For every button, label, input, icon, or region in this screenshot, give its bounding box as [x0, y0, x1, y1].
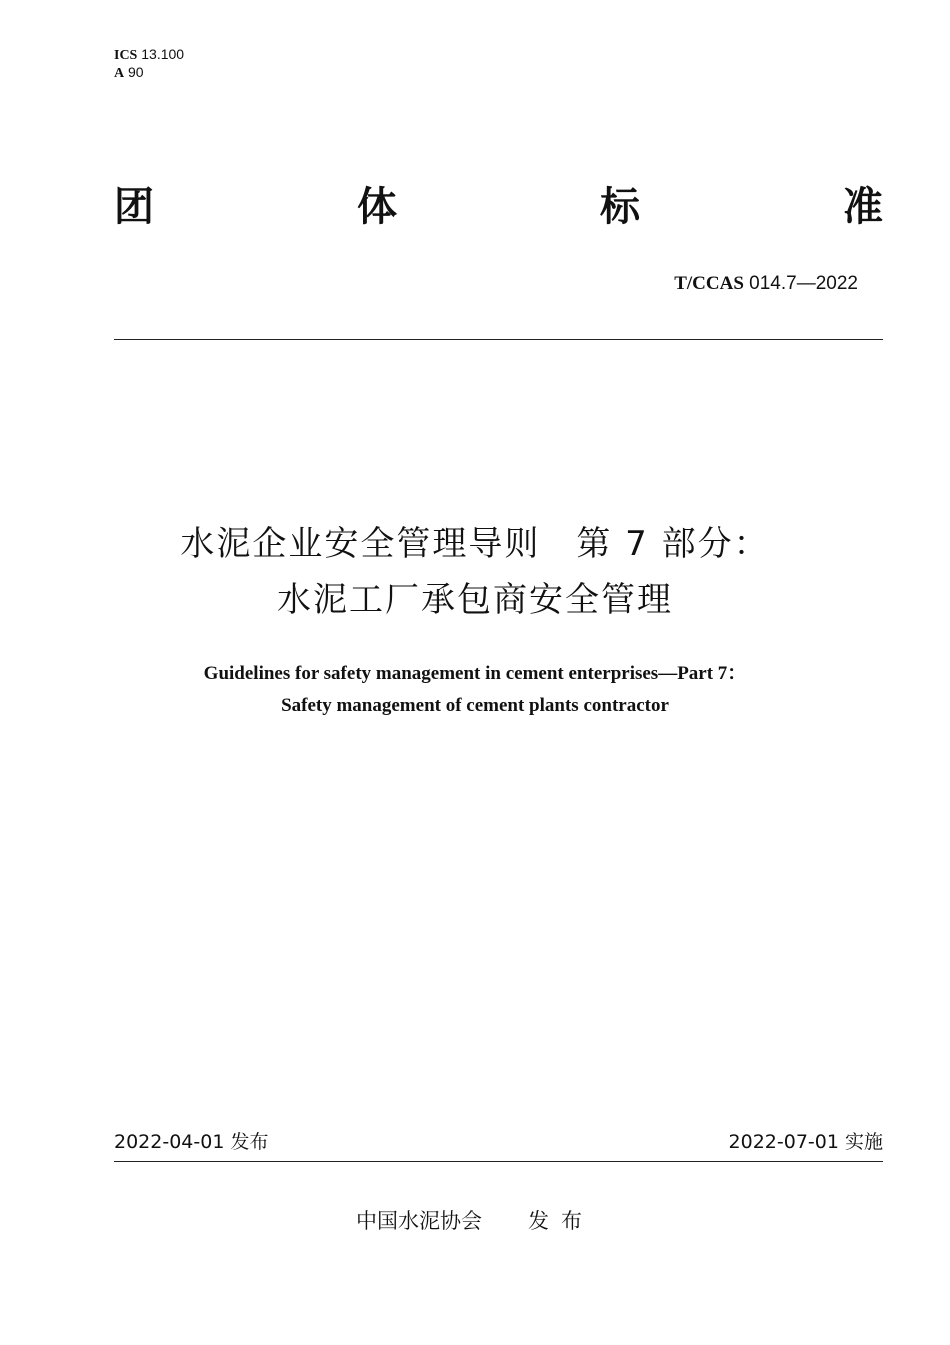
- ccs-label: A: [114, 66, 125, 81]
- chinese-title-line-1: 水泥企业安全管理导则 第 7 部分：: [180, 524, 770, 564]
- implementation-date: 2022-07-01 实施: [728, 1131, 883, 1153]
- classification-codes: [114, 46, 184, 82]
- ics-value: 13.100: [141, 46, 185, 62]
- bottom-divider: [114, 1161, 883, 1162]
- chinese-title-line-2: 水泥工厂承包商安全管理: [277, 580, 673, 620]
- standard-code-prefix: T/CCAS: [674, 273, 744, 294]
- ccs-value: 90: [128, 64, 144, 80]
- standard-type-char: 标: [600, 184, 640, 230]
- english-title-line-2: Safety management of cement plants contractor: [281, 695, 669, 716]
- publisher-release: 发布: [528, 1209, 594, 1233]
- ics-label: ICS: [114, 48, 138, 63]
- standard-code: [674, 273, 858, 295]
- publisher-line: [0, 1206, 950, 1236]
- ics-code: [114, 46, 184, 64]
- standard-type-heading: [114, 182, 883, 232]
- dates-row: [114, 1128, 883, 1156]
- publisher-name: 中国水泥协会: [356, 1209, 482, 1233]
- standard-code-number: 014.7—2022: [749, 273, 858, 294]
- top-divider: [114, 339, 883, 340]
- standard-type-char: 体: [357, 184, 397, 230]
- ccs-code: [114, 64, 184, 82]
- standard-type-char: 团: [114, 184, 154, 230]
- issue-date: 2022-04-01 发布: [114, 1131, 269, 1153]
- english-title-line-1: Guidelines for safety management in cement enterprises—Part 7：: [203, 663, 747, 684]
- standard-type-char: 准: [843, 184, 883, 230]
